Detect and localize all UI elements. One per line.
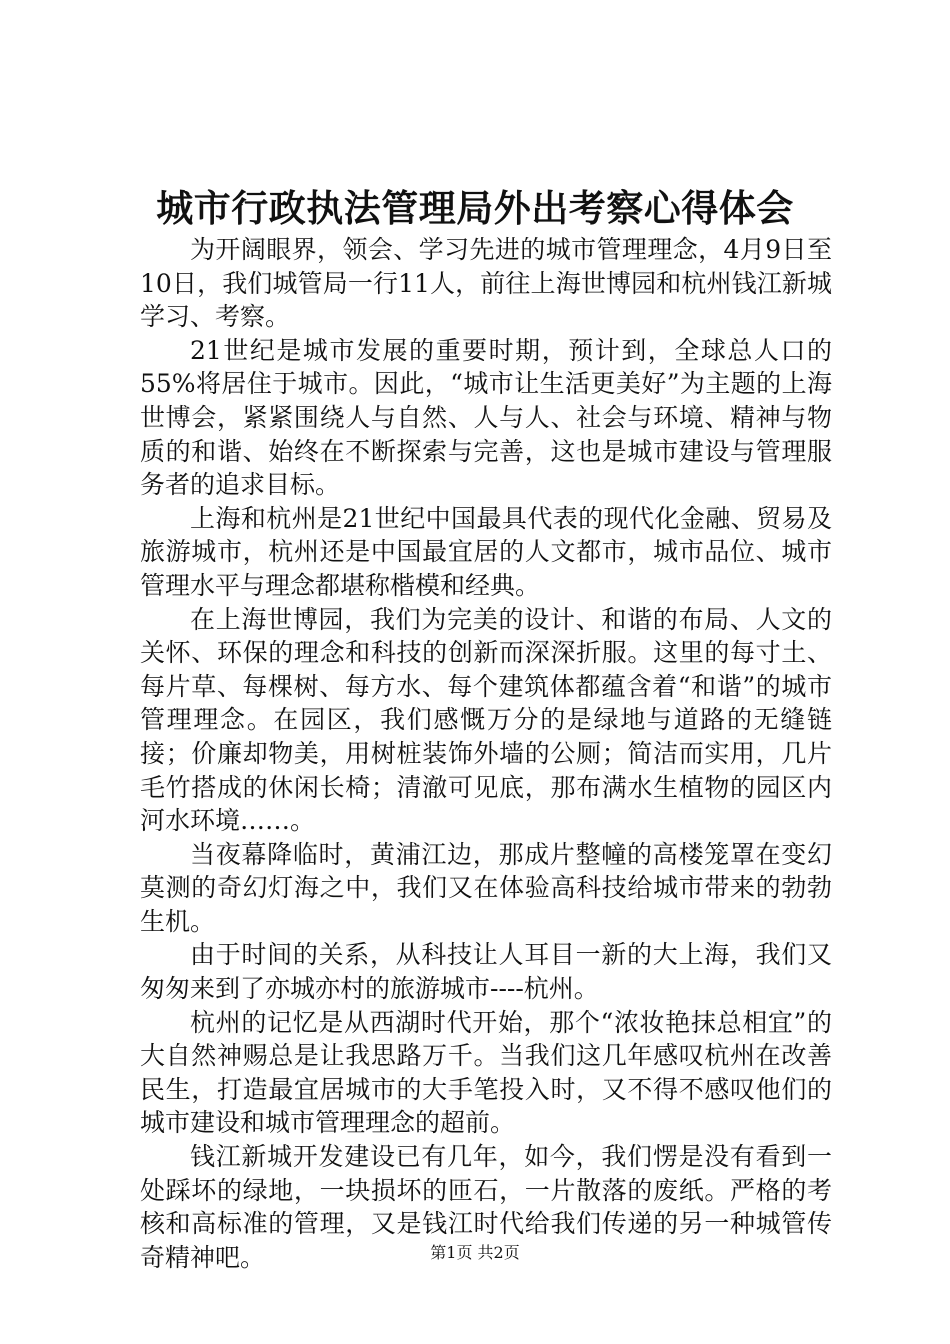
paragraph-8: 钱江新城开发建设已有几年，如今，我们愣是没有看到一处踩坏的绿地，一块损坏的匝石，一片散落的废纸。严格的考核和高标准的管理，又是钱江时代给我们传递的另一种城管传奇精神吧。 xyxy=(140,1142,832,1272)
paragraph-4: 在上海世博园，我们为完美的设计、和谐的布局、人文的关怀、环保的理念和科技的创新而深深折服。这里的每寸土、每片草、每棵树、每方水、每个建筑体都蕴含着“和谐”的城市管理理念。在园区，我们感慨万分的是绿地与道路的无缝链接；价廉却物美，用树桩装饰外墙的公厕；简洁而实用，几片毛竹搭成的休闲长椅；清澈可见底，那布满水生植物的园区内河水环境……。 xyxy=(140,604,832,836)
paragraph-5: 当夜幕降临时，黄浦江边，那成片整幢的高楼笼罩在变幻莫测的奇幻灯海之中，我们又在体验高科技给城市带来的勃勃生机。 xyxy=(140,839,832,936)
paragraph-1: 为开阔眼界，领会、学习先进的城市管理理念，4月9日至10日，我们城管局一行11人，前往上海世博园和杭州钱江新城学习、考察。 xyxy=(140,235,832,332)
paragraph-7: 杭州的记忆是从西湖时代开始，那个“浓妆艳抹总相宜”的大自然神赐总是让我思路万千。当我们这几年感叹杭州在改善民生，打造最宜居城市的大手笔投入时，又不得不感叹他们的城市建设和城市管理理念的超前。 xyxy=(140,1007,832,1138)
paragraph-2: 21世纪是城市发展的重要时期，预计到，全球总人口的55%将居住于城市。因此，“城市让生活更美好”为主题的上海世博会，紧紧围绕人与自然、人与人、社会与环境、精神与物质的和谐、始终在不断探索与完善，这也是城市建设与管理服务者的追求目标。 xyxy=(140,335,832,500)
page-footer: 第1页 共2页 xyxy=(430,1243,520,1262)
document-title: 城市行政执法管理局外出考察心得体会 xyxy=(156,186,794,230)
document-body xyxy=(140,233,832,1274)
paragraph-3: 上海和杭州是21世纪中国最具代表的现代化金融、贸易及旅游城市，杭州还是中国最宜居的人文都市，城市品位、城市管理水平与理念都堪称楷模和经典。 xyxy=(140,503,832,600)
paragraph-6: 由于时间的关系，从科技让人耳目一新的大上海，我们又匆匆来到了亦城亦村的旅游城市----杭州。 xyxy=(140,940,832,1004)
